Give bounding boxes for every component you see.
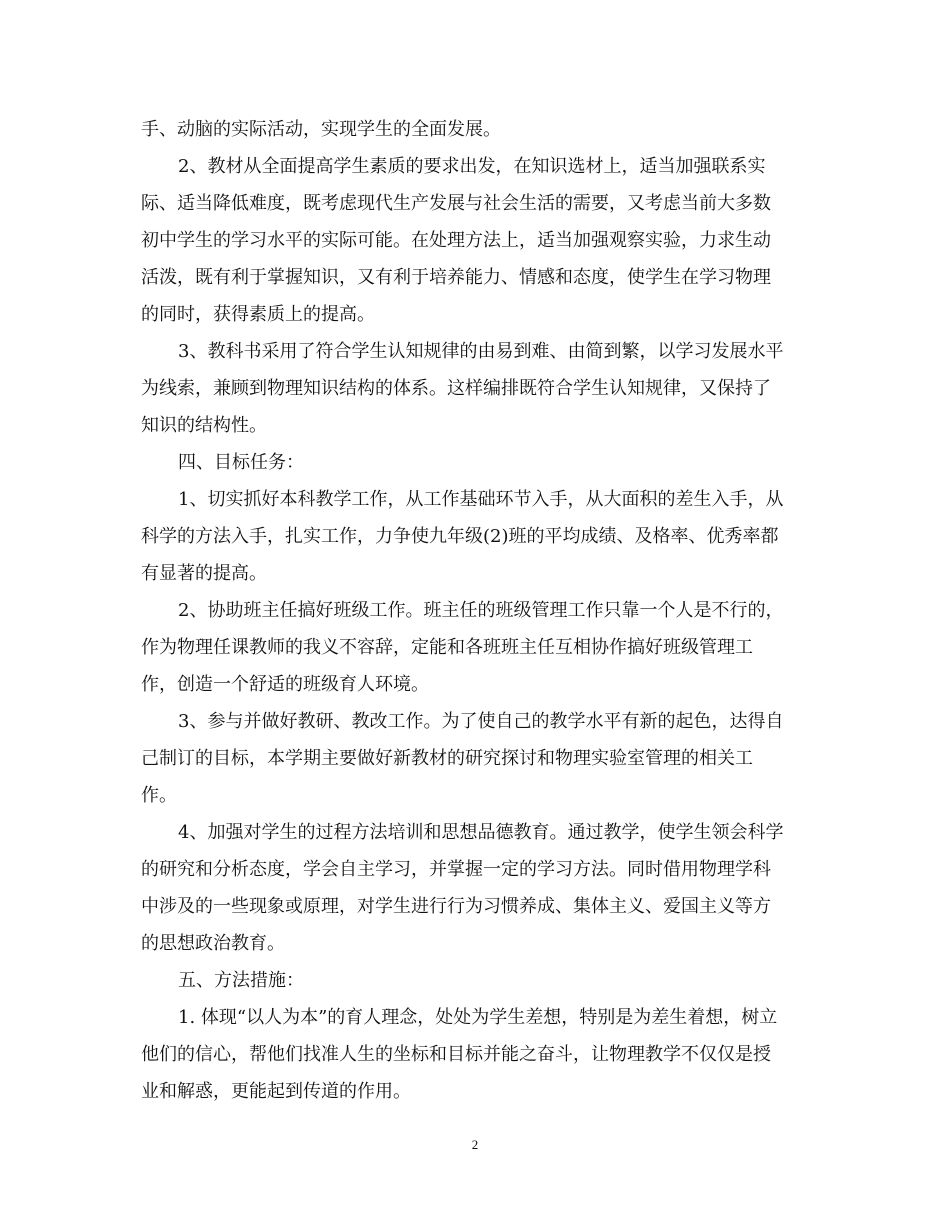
paragraph-first-line: 3、教科书采用了符合学生认知规律的由易到难、由简到繁，以学习发展水平 [178,341,784,362]
section-heading: 五、方法措施： [178,970,304,991]
text-line: 的同时，获得素质上的提高。 [141,304,375,325]
text-line: 手、动脑的实际活动，实现学生的全面发展。 [141,119,501,140]
text-line: 科学的方法入手，扎实工作，力争使九年级(2)班的平均成绩、及格率、优秀率都 [141,526,779,547]
text-line: 的研究和分析态度，学会自主学习，并掌握一定的学习方法。同时借用物理学科 [141,859,771,880]
paragraph-first-line: 2、协助班主任搞好班级工作。班主任的班级管理工作只靠一个人是不行的， [178,600,784,621]
paragraph-first-line: 4、加强对学生的过程方法培训和思想品德教育。通过教学，使学生领会科学 [178,822,784,843]
text-line: 际、适当降低难度，既考虑现代生产发展与社会生活的需要，又考虑当前大多数 [141,193,771,214]
text-line: 为线索，兼顾到物理知识结构的体系。这样编排既符合学生认知规律，又保持了 [141,378,771,399]
paragraph-first-line: 1. 体现“以人为本”的育人理念，处处为学生差想，特别是为差生着想，树立 [178,1007,778,1028]
text-line: 的思想政治教育。 [141,933,285,954]
paragraph-first-line: 3、参与并做好教研、教改工作。为了使自己的教学水平有新的起色，达得自 [178,711,784,732]
text-line: 作为物理任课教师的我义不容辞，定能和各班班主任互相协作搞好班级管理工 [141,637,753,658]
text-line: 他们的信心，帮他们找准人生的坐标和目标并能之奋斗，让物理教学不仅仅是授 [141,1044,771,1065]
paragraph-first-line: 1、切实抓好本科教学工作，从工作基础环节入手，从大面积的差生入手，从 [178,489,784,510]
text-line: 有显著的提高。 [141,563,267,584]
text-line: 己制订的目标，本学期主要做好新教材的研究探讨和物理实验室管理的相关工 [141,748,753,769]
text-line: 中涉及的一些现象或原理，对学生进行行为习惯养成、集体主义、爱国主义等方 [141,896,771,917]
text-line: 知识的结构性。 [141,415,267,436]
text-line: 作，创造一个舒适的班级育人环境。 [141,674,429,695]
text-line: 初中学生的学习水平的实际可能。在处理方法上，适当加强观察实验，力求生动 [141,230,771,251]
text-line: 作。 [141,785,177,806]
section-heading: 四、目标任务： [178,452,304,473]
page-number: 2 [471,1137,479,1152]
text-line: 活泼，既有利于掌握知识，又有利于培养能力、情感和态度，使学生在学习物理 [141,267,771,288]
paragraph-first-line: 2、教材从全面提高学生素质的要求出发，在知识选材上，适当加强联系实 [178,156,766,177]
text-line: 业和解惑，更能起到传道的作用。 [141,1081,411,1102]
